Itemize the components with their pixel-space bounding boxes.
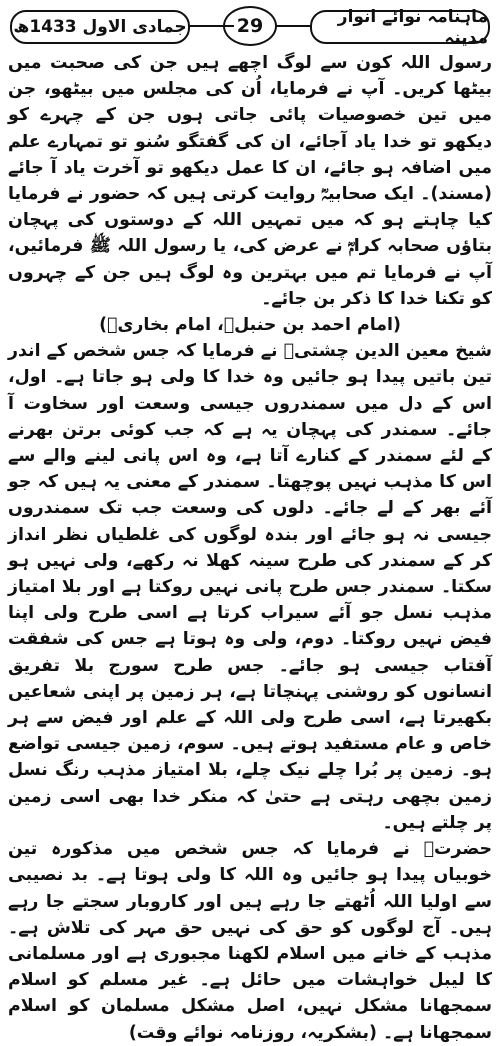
page-number: 29 [223, 6, 277, 46]
issue-date: جمادی الاول 1433ھ [10, 10, 190, 44]
citation: (امام احمد بن حنبلؒ، امام بخاریؒ) [99, 315, 401, 336]
page-header [8, 6, 492, 50]
header-rule-left [188, 25, 234, 27]
paragraph-1: رسول اللہ کون سے لوگ اچھے ہیں جن کی صحبت میں بیٹھا کریں۔ آپ نے فرمایا، اُن کی مجلس میں بیٹھو، جن میں تین خصوصیات پائی جاتی ہوں جن کے چہرے کو دیکھو تو خدا یاد آجائے، ان کی گفتگو سُنو تو تمہارے علم میں اضافہ ہو جائے، ان کا عمل دیکھو تو آخرت یاد آ جائے (مسند)۔ ایک صحابیہؓ روایت کرتی ہیں کہ حضور نے فرمایا کیا چاہتے ہو کہ میں تمہیں اللہ کے دوستوں کی پہچان بتاؤں صحابہ کرامؓ نے عرض کی، یا رسول اللہ ﷺ فرمائیں، آپ نے فرمایا تم میں بہترین وہ لوگ ہیں جن کے چہروں کو تکنا خدا کا ذکر بن جائے۔ [8, 53, 492, 309]
paragraph-3: حضرتؒ نے فرمایا کہ جس شخص میں مذکورہ تین خوبیاں پیدا ہو جائیں وہ اللہ کا ولی ہوتا ہے۔ بد نصیبی سے اولیا اللہ اُٹھتے جا رہے ہیں اور کاروبار سجتے جا رہے ہیں۔ آج لوگوں کو حق کی نہیں حق مہر کی تلاش ہے۔ مذہب کے خانے میں اسلام لکھنا مجبوری ہے اور مسلمانی کا لیبل خواہشات میں حائل ہے۔ غیر مسلم کو اسلام سمجھانا مشکل نہیں، اصل مشکل مسلمان کو اسلام سمجھانا ہے۔ (بشکریہ، روزنامہ نوائے وقت) [8, 839, 492, 1043]
paragraph-2: شیخ معین الدین چشتیؒ نے فرمایا کہ جس شخص کے اندر تین باتیں پیدا ہو جائیں وہ خدا کا ولی ہو جاتا ہے۔ اول، اس کے دل میں سمندروں جیسی وسعت اور سخاوت آ جائے۔ سمندر کی پہچان یہ ہے کہ جب کوئی برتن بھرنے کے لئے سمندر کے کنارے آتا ہے، وہ اس پانی لینے والے سے اس کا مذہب نہیں پوچھتا۔ سمندر کے معنی یہ ہیں کہ جو آئے بھر کے لے جائے۔ دلوں کی وسعت جب تک سمندروں جیسی نہ ہو جائے اور بندہ لوگوں کی غلطیاں نظر انداز کر کے سمندر کی طرح سینہ کھلا نہ رکھے، ولی نہیں ہو سکتا۔ سمندر جس طرح پانی نہیں روکتا ہے اور بلا امتیاز مذہب نسل جو آئے سیراب کرتا ہے اسی طرح ولی اپنا فیض نہیں روکتا۔ دوم، ولی وہ ہوتا ہے جس کی شفقت آفتاب جیسی ہو جائے۔ جس طرح سورج بلا تفریق انسانوں کو روشنی پہنچاتا ہے، ہر زمین پر اپنی شعاعیں بکھیرتا ہے، اسی طرح ولی اللہ کے علم اور فیض سے ہر خاص و عام مستفید ہوتے ہیں۔ سوم، زمین جیسی تواضع ہو۔ زمین پر بُرا چلے نیک چلے، بلا امتیاز مذہب رنگ نسل زمین بچھی رہتی ہے حتیٰ کہ منکر خدا بھی اسی زمین پر چلتے ہیں۔ [8, 341, 492, 833]
article-body [8, 50, 492, 1046]
magazine-title: ماہنامہ نوائے انوار مدینہ [310, 10, 490, 44]
